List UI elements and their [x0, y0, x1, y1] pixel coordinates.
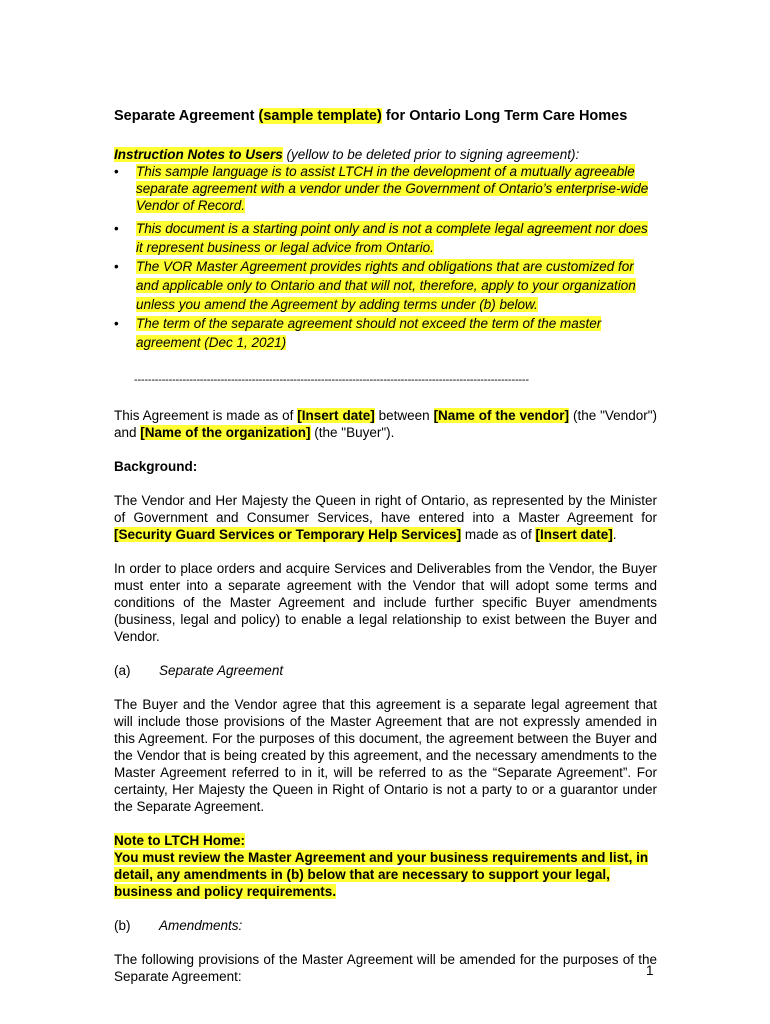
- title-highlight: (sample template): [258, 108, 382, 124]
- note-block: [114, 832, 657, 900]
- section-number: (b): [114, 918, 131, 933]
- section-b-body: The following provisions of the Master Agreement will be amended for the purposes of the Separate Agreement:: [114, 952, 657, 984]
- document-body: [114, 108, 657, 985]
- section-title: Separate Agreement: [159, 663, 284, 678]
- background-paragraph-1: The Vendor and Her Majesty the Queen in right of Ontario, as represented by the Minister of Government and Consumer Services, have entered into a Master Agreement for [Security Guard Services or Temporary Help Services] made as of [Insert date].: [114, 493, 657, 542]
- page-title: Separate Agreement (sample template) for Ontario Long Term Care Homes: [114, 108, 628, 124]
- instruction-note: (yellow to be deleted prior to signing agreement):: [282, 147, 580, 162]
- page-number: 1: [646, 963, 654, 978]
- note-body: You must review the Master Agreement and your business requirements and list, in detail, any amendments in (b) below that are necessary to support your legal, business and policy requirements.: [114, 850, 649, 899]
- list-item: • This sample language is to assist LTCH in the development of a mutually agreeable separate agreement with a vendor under the Government of Ontario’s enterprise-wide Vendor of Record.: [114, 163, 657, 214]
- section-number: (a): [114, 663, 131, 678]
- vendor-name-placeholder: [Name of the vendor]: [433, 408, 570, 423]
- separator-line: ------------------------------------------------------------------------------------------------------------------: [134, 374, 529, 386]
- instruction-notes: [114, 146, 657, 352]
- note-heading: Note to LTCH Home:: [114, 833, 245, 848]
- section-title: Amendments:: [159, 918, 243, 933]
- section-a-heading: [114, 662, 657, 679]
- instruction-list: [114, 163, 657, 352]
- service-type-placeholder: [Security Guard Services or Temporary Help Services]: [114, 527, 462, 542]
- list-item: • The term of the separate agreement should not exceed the term of the master agreement (Dec 1, 2021): [114, 314, 657, 352]
- list-item: • This document is a starting point only and is not a complete legal agreement nor does it represent business or legal advice from Ontario.: [114, 219, 657, 257]
- section-b-heading: [114, 917, 657, 934]
- instruction-heading: Instruction Notes to Users: [114, 147, 283, 162]
- background-paragraph-2: In order to place orders and acquire Services and Deliverables from the Vendor, the Buyer must enter into a separate agreement with the Vendor that will adopt some terms and conditions of the Master Agreement and include further specific Buyer amendments (business, legal and policy) to enable a legal relationship to exist between the Buyer and Vendor.: [114, 561, 657, 644]
- master-date-placeholder: [Insert date]: [535, 527, 613, 542]
- list-item: • The VOR Master Agreement provides rights and obligations that are customized for and applicable only to Ontario and that will not, therefore, apply to your organization unless you amend the Agreement by adding terms under (b) below.: [114, 257, 657, 314]
- insert-date-placeholder: [Insert date]: [297, 408, 375, 423]
- section-a-body: The Buyer and the Vendor agree that this agreement is a separate legal agreement that will include those provisions of the Master Agreement that are not expressly amended in this Agreement. For the purposes of this document, the agreement between the Buyer and the Vendor that is being created by this agreement, and the necessary amendments to the Master Agreement referred to in it, will be referred to as the “Separate Agreement”. For certainty, Her Majesty the Queen in Right of Ontario is not a party to or a guarantor under the Separate Agreement.: [114, 697, 657, 814]
- intro-paragraph: This Agreement is made as of [Insert date] between [Name of the vendor] (the "Vendor") and [Name of the organization] (the "Buyer").: [114, 408, 657, 440]
- background-heading: Background:: [114, 459, 198, 474]
- organization-name-placeholder: [Name of the organization]: [140, 425, 311, 440]
